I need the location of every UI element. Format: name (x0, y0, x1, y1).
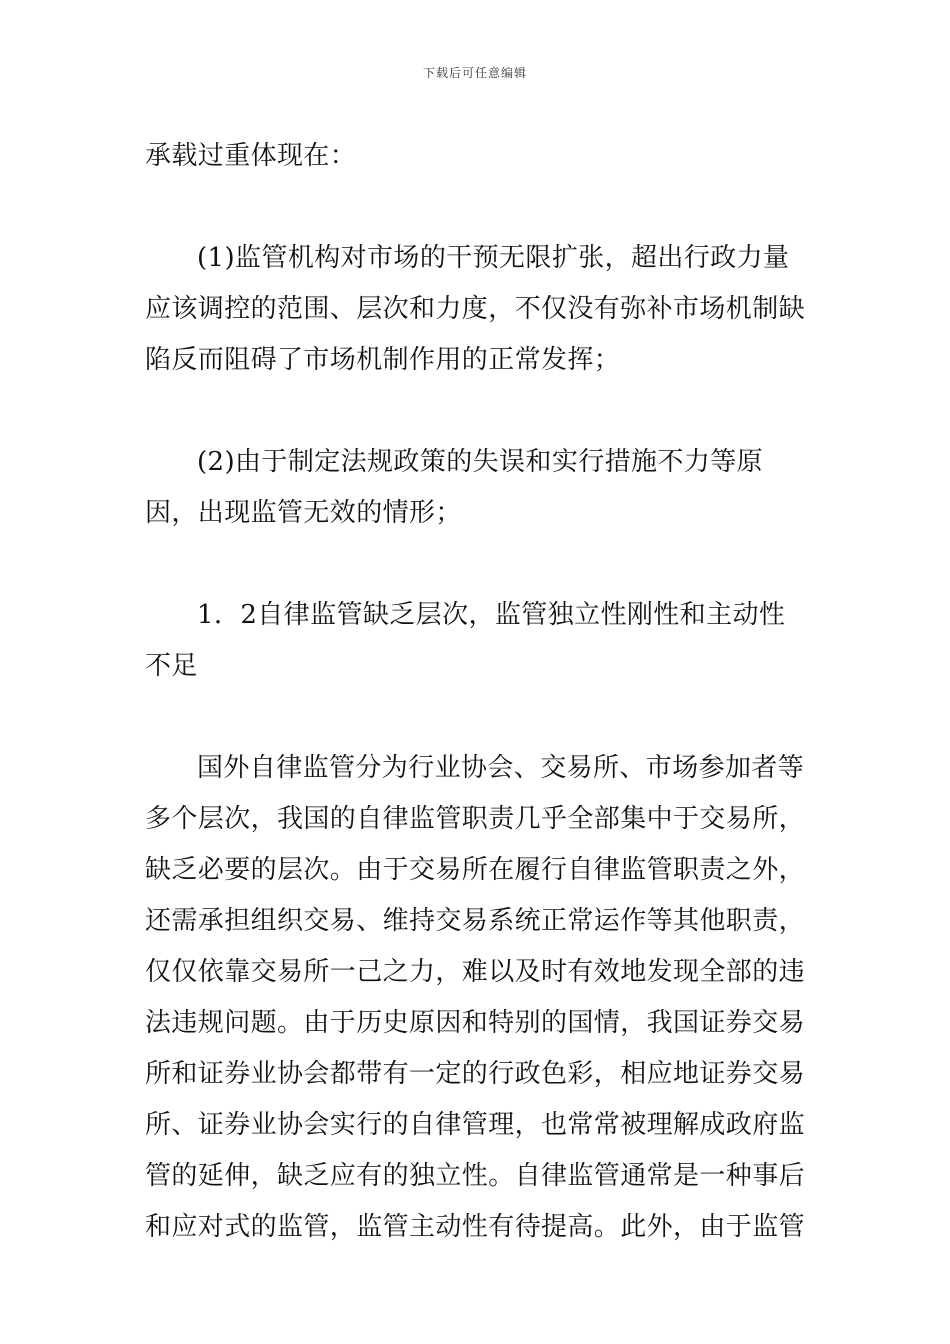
paragraph-point-1: (1)监管机构对市场的干预无限扩张，超出行政力量应该调控的范围、层次和力度，不仅没有弥补市场机制缺陷反而阻碍了市场机制作用的正常发挥； (145, 243, 806, 375)
paragraph-intro: 承载过重体现在： (145, 141, 357, 171)
document-body (145, 131, 810, 1253)
paragraph-body: 国外自律监管分为行业协会、交易所、市场参加者等多个层次，我国的自律监管职责几乎全部集中于交易所，缺乏必要的层次。由于交易所在履行自律监管职责之外，还需承担组织交易、维持交易系统正常运作等其他职责，仅仅依靠交易所一己之力，难以及时有效地发现全部的违法违规问题。由于历史原因和特别的国情，我国证券交易所和证券业协会都带有一定的行政色彩，相应地证券交易所、证券业协会实行的自律管理，也常常被理解成政府监管的延伸，缺乏应有的独立性。自律监管通常是一种事后和应对式的监管，监管主动性有待提高。此外，由于监管 (145, 753, 806, 1242)
paragraph-point-2: (2)由于制定法规政策的失误和实行措施不力等原因，出现监管无效的情形； (145, 447, 764, 528)
section-heading: 1．2自律监管缺乏层次，监管独立性刚性和主动性不足 (145, 600, 786, 681)
page-header: 下载后可任意编辑 (422, 66, 527, 80)
